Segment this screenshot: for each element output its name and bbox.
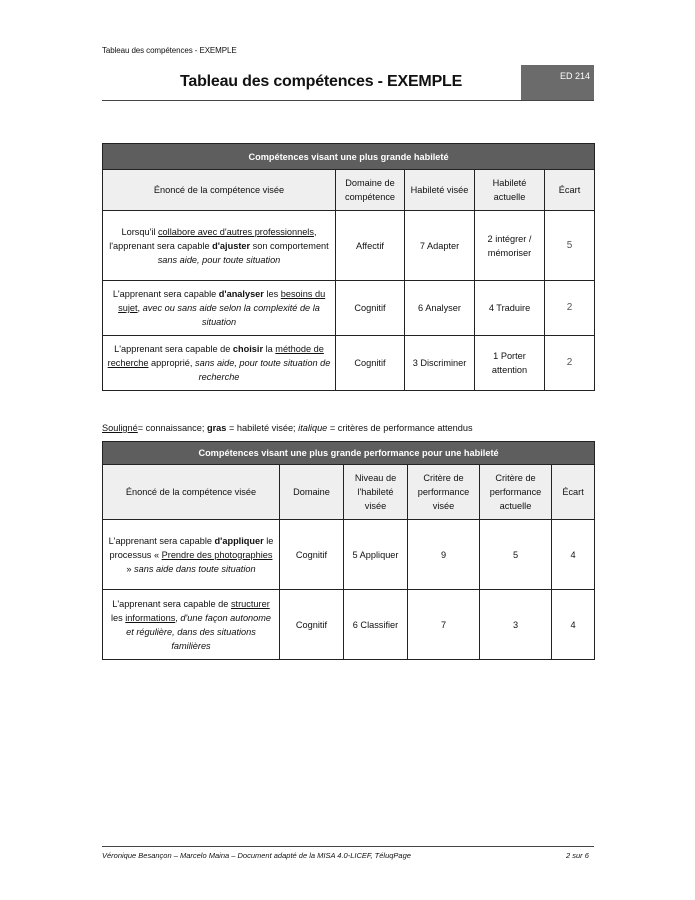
column-header-domain: Domaine de compétence — [336, 170, 405, 211]
text-run: d'appliquer — [214, 535, 264, 546]
current-skill-cell: 2 intégrer / mémoriser — [475, 211, 545, 281]
skill-table — [102, 143, 595, 391]
text-run: sans aide, pour toute situation — [157, 254, 281, 265]
text-run: Souligné — [102, 423, 138, 433]
text-run: L'apprenant sera capable de — [114, 344, 233, 354]
domain-cell: Cognitif — [336, 281, 405, 336]
column-header-statement: Énoncé de la compétence visée — [103, 170, 336, 211]
target-criterion-cell: 9 — [408, 520, 480, 590]
text-run: approprié, — [148, 358, 195, 368]
domain-cell: Cognitif — [336, 336, 405, 391]
text-run: gras — [206, 423, 227, 433]
gap-cell: 4 — [552, 520, 595, 590]
column-header-current-criterion: Critère de performance actuelle — [480, 465, 552, 520]
column-header-target-criterion: Critère de performance visée — [408, 465, 480, 520]
text-run: italique — [298, 423, 328, 433]
text-run: = connaissance; — [137, 423, 207, 433]
column-header-statement: Énoncé de la compétence visée — [103, 465, 280, 520]
text-run: L'apprenant sera capable — [112, 289, 219, 299]
domain-cell: Cognitif — [280, 520, 344, 590]
text-run: informations — [125, 612, 176, 623]
statement-cell — [103, 211, 336, 281]
column-header-target-skill: Habileté visée — [405, 170, 475, 211]
column-header-current-skill: Habileté actuelle — [475, 170, 545, 211]
page-number: 2 sur 6 — [566, 851, 589, 860]
domain-cell: Cognitif — [280, 590, 344, 660]
statement-cell — [103, 520, 280, 590]
text-run: la — [263, 344, 276, 354]
gap-cell: 2 — [545, 336, 595, 391]
performance-table — [102, 441, 595, 660]
target-skill-cell: 6 Analyser — [405, 281, 475, 336]
text-run: les — [263, 289, 281, 299]
formatting-legend — [102, 423, 473, 433]
text-run: avec ou sans aide selon la complexité de la situation — [142, 303, 320, 327]
skill-level-cell: 6 Classifier — [344, 590, 408, 660]
column-header-skill-level: Niveau de l'habileté visée — [344, 465, 408, 520]
performance-table-title: Compétences visant une plus grande performance pour une habileté — [103, 442, 595, 465]
text-run: d'une façon autonome et régulière, dans des situations familières — [126, 612, 272, 651]
text-run: collabore avec d'autres professionnels — [157, 226, 314, 237]
text-run: sans aide dans toute situation — [134, 563, 256, 574]
text-run: , — [137, 303, 143, 313]
skill-level-cell: 5 Appliquer — [344, 520, 408, 590]
statement-cell — [103, 281, 336, 336]
text-run: choisir — [232, 344, 264, 354]
statement-cell — [103, 336, 336, 391]
table-row — [103, 520, 595, 590]
text-run: d'analyser — [218, 289, 264, 299]
table-row — [103, 590, 595, 660]
text-run: Lorsqu'il — [121, 226, 158, 237]
target-skill-cell: 7 Adapter — [405, 211, 475, 281]
column-header-gap: Écart — [552, 465, 595, 520]
gap-cell: 5 — [545, 211, 595, 281]
column-header-gap: Écart — [545, 170, 595, 211]
table-row — [103, 211, 595, 281]
text-run: besoins du sujet — [118, 289, 326, 313]
text-run: structurer — [230, 598, 270, 609]
gap-cell: 4 — [552, 590, 595, 660]
target-criterion-cell: 7 — [408, 590, 480, 660]
text-run: le processus « — [109, 535, 274, 560]
title-divider — [102, 100, 594, 101]
current-criterion-cell: 5 — [480, 520, 552, 590]
text-run: Prendre des photographies — [161, 549, 273, 560]
course-code: ED 214 — [559, 71, 590, 81]
text-run: L'apprenant sera capable de — [112, 598, 231, 609]
text-run: , l'apprenant sera capable — [109, 226, 317, 251]
domain-cell: Affectif — [336, 211, 405, 281]
column-header-domain: Domaine — [280, 465, 344, 520]
course-code-badge — [521, 65, 594, 100]
text-run: L'apprenant sera capable — [108, 535, 215, 546]
text-run: méthode de recherche — [107, 344, 324, 368]
text-run: , — [175, 612, 181, 623]
current-criterion-cell: 3 — [480, 590, 552, 660]
text-run: = habileté visée; — [226, 423, 299, 433]
text-run: les — [110, 612, 126, 623]
statement-cell — [103, 590, 280, 660]
text-run: son comportement — [250, 240, 329, 251]
text-run: d'ajuster — [212, 240, 251, 251]
current-skill-cell: 1 Porter attention — [475, 336, 545, 391]
target-skill-cell: 3 Discriminer — [405, 336, 475, 391]
current-skill-cell: 4 Traduire — [475, 281, 545, 336]
running-head: Tableau des compétences - EXEMPLE — [102, 46, 237, 55]
text-run: = critères de performance attendus — [327, 423, 473, 433]
table-row — [103, 281, 595, 336]
footer-divider — [102, 846, 594, 847]
table-row — [103, 336, 595, 391]
page-title: Tableau des compétences - EXEMPLE — [180, 73, 463, 90]
text-run: » — [126, 563, 135, 574]
skill-table-title: Compétences visant une plus grande habileté — [103, 144, 595, 170]
gap-cell: 2 — [545, 281, 595, 336]
text-run: sans aide, pour toute situation de recherche — [194, 358, 331, 382]
footer-credits: Véronique Besançon – Marcelo Maina – Document adapté de la MISA 4.0-LICEF, TéluqPage — [102, 851, 411, 860]
